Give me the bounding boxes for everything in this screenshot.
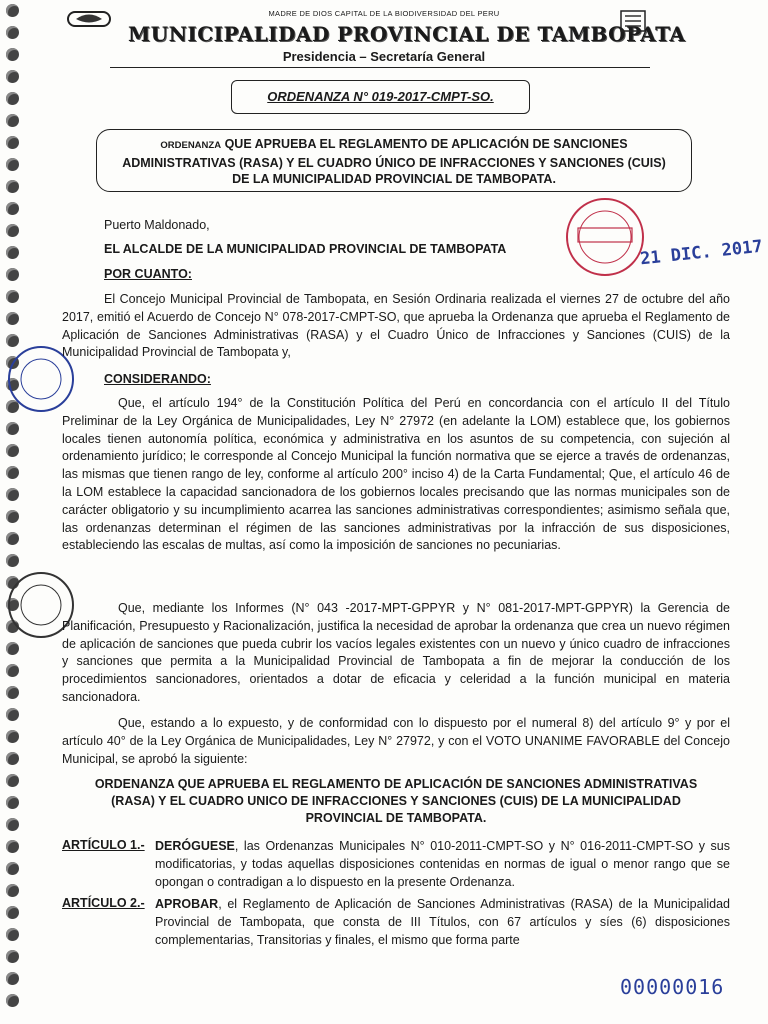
binding-hole: [6, 290, 19, 303]
binding-hole: [6, 752, 19, 765]
binding-hole: [6, 730, 19, 743]
title-line-2: ADMINISTRATIVAS (RASA) Y EL CUADRO ÚNICO DE INFRACCIONES Y SANCIONES (CUIS): [122, 155, 666, 170]
paragraph-informes: Que, mediante los Informes (N° 043 -2017-MPT-GPPYR y N° 081-2017-MPT-GPPYR) la Gerencia de Planificación, Presupuesto y Racionalización, justifica la necesidad de aprobar la ordenanza que crea un nuevo régimen de aplicación de sanciones que pueda cubrir los vacíos legales existentes con un nuevo y único cuadro de infracciones y sanciones que permita a la Municipalidad Provincial de Tambopata a fin de mejorar la conducción de los procedimientos sancionadores, orientados a dotar de eficacia y celeridad a la función municipal en materia sancionadora.: [62, 601, 730, 704]
binding-hole: [6, 92, 19, 105]
considerando-heading: CONSIDERANDO:: [104, 372, 211, 386]
binding-hole: [6, 224, 19, 237]
binding-hole: [6, 158, 19, 171]
binding-hole: [6, 840, 19, 853]
place-line: Puerto Maldonado,: [104, 218, 210, 232]
office-name: Presidencia – Secretaría General: [282, 49, 486, 64]
institution-name: MUNICIPALIDAD PROVINCIAL DE TAMBOPATA: [128, 22, 686, 46]
paragraph-conformidad: Que, estando a lo expuesto, y de conformidad con lo dispuesto por el numeral 8) del artículo 9° y por el artículo 40° de la Ley Orgánica de Municipalidades, Ley N° 27972, y con el VOTO UNANIME FAVORABLE del Concejo Municipal, se aprobó la siguiente:: [62, 716, 730, 766]
binding-hole: [6, 818, 19, 831]
header-tagline: MADRE DE DIOS CAPITAL DE LA BIODIVERSIDAD DEL PERU: [268, 9, 500, 18]
binding-holes: [6, 4, 28, 1020]
binding-hole: [6, 950, 19, 963]
por-cuanto-heading: POR CUANTO:: [104, 267, 192, 281]
binding-hole: [6, 114, 19, 127]
resolution-heading: [62, 776, 730, 827]
binding-hole: [6, 708, 19, 721]
article-2-text: , el Reglamento de Aplicación de Sanciones Administrativas (RASA) de la Municipalidad Provincial de Tambopata, que consta de III Títulos, con 67 artículos y síes (6) disposiciones complementarias, Transitorias y finales, el mismo que forma parte: [155, 897, 730, 947]
article-1-text: , las Ordenanzas Municipales N° 010-2011-CMPT-SO y N° 016-2011-CMPT-SO y sus modificatorias, y todas aquellas disposiciones contenidas en normas de igual o menor rango que se opongan o contradigan a lo dispuesto en la presente Ordenanza.: [155, 839, 730, 889]
binding-hole: [6, 312, 19, 325]
article-1-keyword: DERÓGUESE: [155, 839, 235, 853]
binding-hole: [6, 510, 19, 523]
resolution-line-3: PROVINCIAL DE TAMBOPATA.: [305, 811, 487, 825]
mayor-line: EL ALCALDE DE LA MUNICIPALIDAD PROVINCIAL DE TAMBOPATA: [104, 242, 507, 256]
resolution-line-1: ORDENANZA QUE APRUEBA EL REGLAMENTO DE APLICACIÓN DE SANCIONES ADMINISTRATIVAS: [94, 777, 698, 791]
binding-hole: [6, 554, 19, 567]
national-shield-icon: [618, 8, 648, 34]
received-date-stamp: 21 DIC. 2017: [639, 236, 764, 270]
binding-hole: [6, 884, 19, 897]
binding-hole: [6, 686, 19, 699]
ordinance-title-box: [96, 129, 692, 192]
resolution-line-2: (RASA) Y EL CUADRO UNICO DE INFRACCIONES Y SANCIONES (CUIS) DE LA MUNICIPALIDAD: [111, 794, 681, 808]
binding-hole: [6, 642, 19, 655]
binding-hole: [6, 466, 19, 479]
article-2-label: ARTÍCULO 2.-: [62, 896, 145, 910]
binding-hole: [6, 202, 19, 215]
binding-hole: [6, 488, 19, 501]
binding-hole: [6, 246, 19, 259]
binding-hole: [6, 444, 19, 457]
binding-hole: [6, 664, 19, 677]
paragraph-acuerdo: El Concejo Municipal Provincial de Tambopata, en Sesión Ordinaria realizada el viernes 27 de octubre del año 2017, emitió el Acuerdo de Concejo N° 078-2017-CMPT-SO, que aprueba la Ordenanza que aprueba el Reglamento de Aplicación de Sanciones Administrativas (RASA) y el Cuadro Único de Infracciones y Sanciones (CUIS) de la Municipalidad Provincial de Tambopata y,: [62, 292, 730, 360]
binding-hole: [6, 774, 19, 787]
title-line-1: QUE APRUEBA EL REGLAMENTO DE APLICACIÓN DE SANCIONES: [224, 137, 628, 151]
article-2-body: [155, 896, 730, 949]
ordinance-number: ORDENANZA N° 019-2017-CMPT-SO.: [231, 80, 530, 114]
binding-hole: [6, 26, 19, 39]
binding-hole: [6, 180, 19, 193]
binding-hole: [6, 862, 19, 875]
binding-hole: [6, 906, 19, 919]
article-1-label: ARTÍCULO 1.-: [62, 838, 145, 852]
article-1-body: [155, 838, 730, 891]
binding-hole: [6, 136, 19, 149]
title-prefix: ORDENANZA: [160, 140, 222, 151]
binding-hole: [6, 796, 19, 809]
header-divider: [110, 67, 650, 68]
binding-hole: [6, 70, 19, 83]
page-number-stamp: 00000016: [620, 975, 725, 999]
binding-hole: [6, 994, 19, 1007]
binding-hole: [6, 972, 19, 985]
binding-hole: [6, 422, 19, 435]
title-line-3: DE LA MUNICIPALIDAD PROVINCIAL DE TAMBOPATA.: [232, 172, 556, 186]
article-2-keyword: APROBAR: [155, 897, 219, 911]
received-seal-stamp: [564, 196, 646, 278]
binding-hole: [6, 928, 19, 941]
binding-hole: [6, 268, 19, 281]
paragraph-constitucion: Que, el artículo 194° de la Constitución Política del Perú en concordancia con el artículo II del Título Preliminar de la Ley Orgánica de Municipalidades, Ley N° 27972 (en adelante la LOM) establece que, los gobiernos locales tienen autonomía política, económica y administrativa en los asuntos de su competencia, con sujeción al ordenamiento jurídico; le corresponde al Concejo Municipal la función normativa que se ejerce a través de ordenanzas, las mismas que tienen rango de ley, conforme al artículo 200° inciso 4) de la Carta Fundamental; Que, el artículo 46 de la LOM establece la capacidad sancionadora de los gobiernos locales precisando que las normas municipales son de carácter obligatorio y su incumplimiento acarrea las sanciones administrativas correspondientes; asimismo señala que, las ordenanzas determinan el régimen de las sanciones administrativas por la infracción de sus disposiciones, estableciendo las escalas de multas, así como la imposición de sanciones no pecuniarias.: [62, 396, 730, 553]
binding-hole: [6, 532, 19, 545]
